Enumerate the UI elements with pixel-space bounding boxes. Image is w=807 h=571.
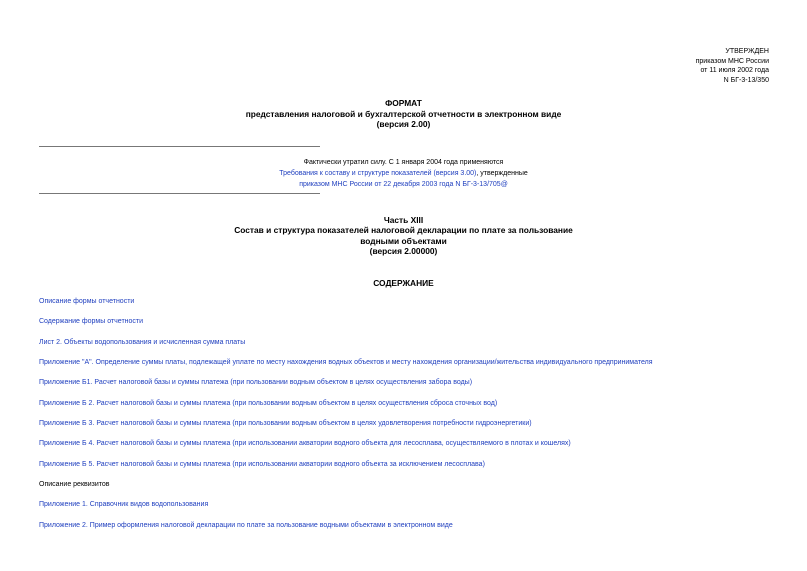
status-line-2-tail: , утвержденные xyxy=(476,170,528,177)
approval-line-1: УТВЕРЖДЕН xyxy=(725,48,769,55)
format-subtitle: представления налоговой и бухгалтерской отчетности в электронном виде xyxy=(245,108,562,119)
toc-item[interactable]: Приложение Б 3. Расчет налоговой базы и суммы платежа (при пользовании водным объектом в целях удовлетворения потребности гидроэнергетики) xyxy=(39,420,532,428)
format-version: (версия 2.00) xyxy=(376,119,431,129)
toc-item[interactable]: Приложение 1. Справочник видов водопользования xyxy=(39,501,209,509)
status-note xyxy=(0,157,807,190)
order-link[interactable]: приказом МНС России от 22 декабря 2003 года N БГ-3-13/705@ xyxy=(299,181,508,188)
divider-top xyxy=(39,146,320,147)
part-heading xyxy=(0,215,807,256)
approval-line-4: N БГ-3-13/350 xyxy=(723,76,769,84)
toc-item[interactable]: Приложение Б 5. Расчет налоговой базы и суммы платежа (при использовании акватории водного объекта за исключением лесосплава) xyxy=(39,460,485,468)
toc-item[interactable]: Приложение Б 2. Расчет налоговой базы и суммы платежа (при пользовании водным объектом в целях осуществления сброса сточных вод) xyxy=(39,399,498,407)
approval-stamp xyxy=(696,47,769,85)
toc-list xyxy=(39,297,779,541)
toc-item[interactable]: Лист 2. Объекты водопользования и исчисленная сумма платы xyxy=(39,338,246,346)
toc-item: Описание реквизитов xyxy=(39,481,110,489)
part-version: (версия 2.00000) xyxy=(369,245,438,256)
divider-bottom xyxy=(39,193,320,194)
toc-item[interactable]: Содержание формы отчетности xyxy=(39,318,144,326)
toc-item[interactable]: Приложение 2. Пример оформления налоговой декларации по плате за пользование водными объектами в электронном виде xyxy=(39,521,453,529)
status-line-2 xyxy=(0,168,807,179)
toc-item[interactable]: Приложение Б 4. Расчет налоговой базы и суммы платежа (при использовании акватории водного объекта для лесосплава, осуществляемого в плотах и кошелях) xyxy=(39,440,571,448)
approval-line-3: от 11 июля 2002 года xyxy=(700,67,769,74)
format-title: ФОРМАТ xyxy=(385,98,422,108)
part-title-line-1: Состав и структура показателей налоговой декларации по плате за пользование xyxy=(234,225,573,236)
toc-item[interactable]: Приложение "А". Определение суммы платы, подлежащей уплате по месту нахождения водных объектов и месту нахождения организации/жительства индивидуального предпринимателя xyxy=(39,359,653,367)
format-heading xyxy=(0,98,807,130)
status-line-3 xyxy=(0,179,807,190)
status-line-1: Фактически утратил силу. С 1 января 2004 года применяются xyxy=(303,159,504,166)
part-number: Часть XIII xyxy=(383,215,424,225)
toc-item[interactable]: Описание формы отчетности xyxy=(39,298,135,305)
toc-heading: СОДЕРЖАНИЕ xyxy=(373,278,434,288)
requirements-link[interactable]: Требования к составу и структуре показателей (версия 3.00) xyxy=(279,170,477,177)
approval-line-2: приказом МНС России xyxy=(695,57,769,65)
part-title-line-2: водными объектами xyxy=(360,235,447,246)
toc-item[interactable]: Приложение Б1. Расчет налоговой базы и суммы платежа (при пользовании водным объектом в целях осуществления забора воды) xyxy=(39,379,473,387)
